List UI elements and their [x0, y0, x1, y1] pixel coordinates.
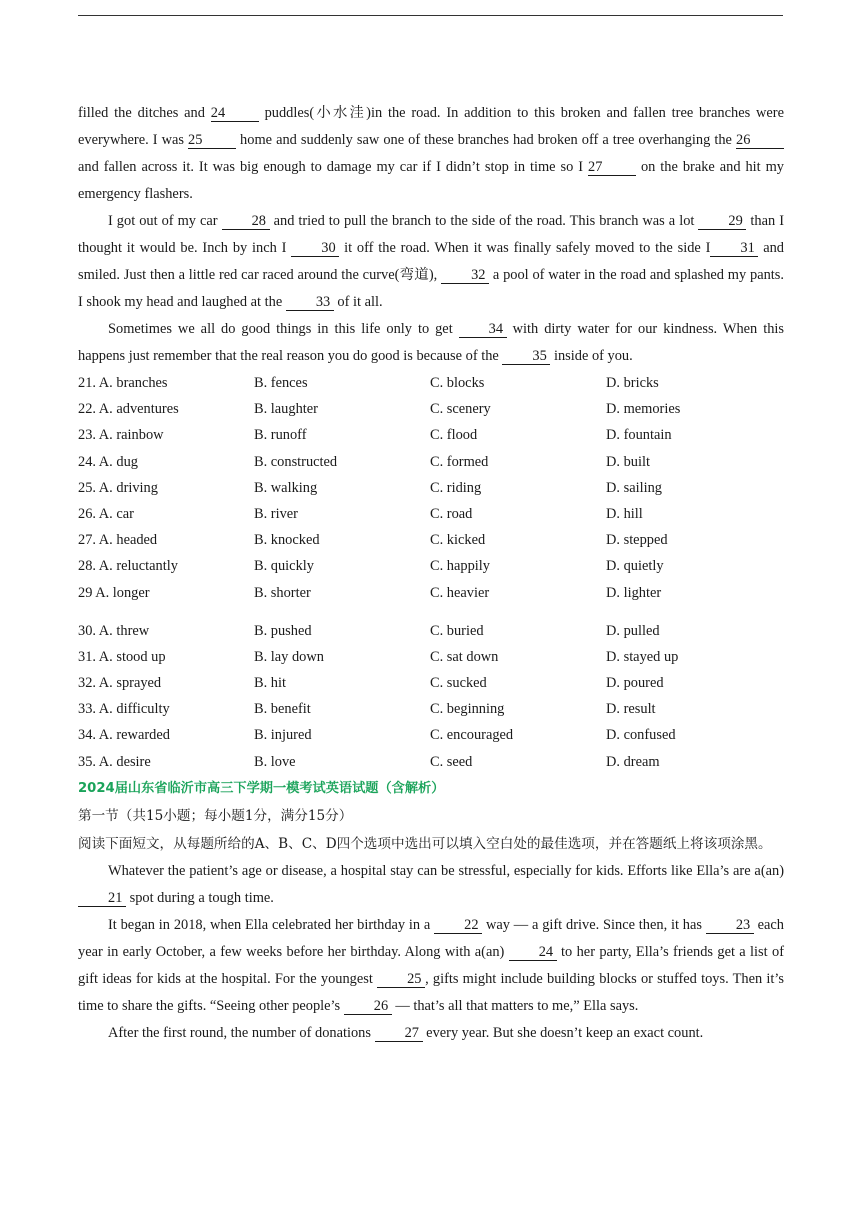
header-rule — [78, 15, 783, 16]
blank-27: 27 — [588, 160, 636, 176]
option-choice: 25. A. driving — [78, 479, 158, 496]
blank-35: 35 — [502, 349, 550, 365]
option-choice: D. stepped — [606, 532, 668, 549]
passage1-paragraph-2 — [78, 208, 784, 316]
text: inside of you. — [550, 348, 633, 364]
option-choice: D. memories — [606, 401, 681, 418]
text: Whatever the patient’s age or disease, a hospital stay can be stressful, especially for kids. Efforts like Ella’s are a(an) — [108, 862, 784, 879]
text: every year. But she doesn’t keep an exact count. — [422, 1024, 704, 1041]
text: spot during a tough time. — [126, 889, 274, 906]
option-choice: 22. A. adventures — [78, 401, 179, 418]
option-choice: 26. A. car — [78, 505, 134, 522]
blank-23: 23 — [706, 918, 754, 934]
blank-22: 22 — [434, 918, 482, 934]
option-choice: C. happily — [430, 558, 490, 575]
option-choice: D. poured — [606, 675, 664, 692]
option-choice: B. lay down — [254, 648, 324, 665]
option-choice: 32. A. sprayed — [78, 675, 162, 692]
text: way — a gift drive. Since then, it has — [482, 916, 706, 933]
blank-21: 21 — [78, 891, 126, 907]
option-choice: B. hit — [254, 675, 286, 692]
blank-29: 29 — [698, 214, 746, 230]
option-choice: 29 A. longer — [78, 584, 150, 601]
option-choice: B. laughter — [254, 401, 318, 418]
exam-title: 2024届山东省临沂市高三下学期一模考试英语试题（含解析） — [78, 780, 445, 796]
option-choice: C. road — [430, 505, 473, 522]
passage1-paragraph-1 — [78, 100, 784, 208]
option-choice: D. built — [606, 453, 650, 470]
passage1-paragraph-3 — [78, 316, 784, 370]
option-row — [78, 618, 784, 644]
section-subtitle: 第一节（共15小题；每小题1分，满分15分） — [78, 807, 353, 824]
option-choice: B. runoff — [254, 427, 307, 444]
blank-26: 26 — [736, 133, 784, 149]
option-choice: C. kicked — [430, 532, 486, 549]
option-row — [78, 422, 784, 448]
option-choice: D. result — [606, 701, 656, 718]
option-choice: 31. A. stood up — [78, 648, 166, 665]
text: , gifts might include building blocks or stuffed toys. Then it’s time to share the gifts. “Seeing other people’s — [78, 970, 784, 1014]
passage2-paragraph-3 — [78, 1020, 784, 1047]
option-row — [78, 749, 784, 775]
blank-33: 33 — [286, 295, 334, 311]
option-choice: B. walking — [254, 479, 318, 496]
option-row — [78, 370, 784, 396]
option-choice: B. pushed — [254, 622, 312, 639]
option-choice: 33. A. difficulty — [78, 701, 170, 718]
option-choice: 23. A. rainbow — [78, 427, 164, 444]
option-choice: B. shorter — [254, 584, 311, 601]
option-choice: B. river — [254, 505, 298, 522]
option-choice: B. quickly — [254, 558, 314, 575]
option-choice: B. fences — [254, 375, 308, 391]
text: a pool of water in the road and splashed my pants. I shook my head and laughed at the — [78, 267, 784, 310]
text: I got out of my car — [108, 213, 222, 229]
option-choice: D. confused — [606, 727, 676, 744]
text: It began in 2018, when Ella celebrated her birthday in a — [108, 916, 435, 933]
text: on the brake and hit my emergency flashers. — [78, 159, 784, 202]
text: and fallen across it. It was big enough to damage my car if I didn’t stop in time so I — [78, 159, 588, 175]
option-choice: D. pulled — [606, 622, 660, 639]
blank-27: 27 — [375, 1026, 423, 1042]
text: — that’s all that matters to me,” Ella says. — [391, 997, 639, 1014]
blank-31: 31 — [710, 241, 758, 257]
option-choice: D. quietly — [606, 558, 664, 575]
passage2-paragraph-1 — [78, 858, 784, 912]
answer-options — [78, 370, 784, 775]
option-choice: D. fountain — [606, 427, 672, 444]
option-choice: B. benefit — [254, 701, 311, 718]
blank-30: 30 — [291, 241, 339, 257]
text: Sometimes we all do good things in this life only to get — [108, 321, 459, 337]
blank-24: 24 — [509, 945, 557, 961]
option-choice: 28. A. reluctantly — [78, 558, 178, 575]
option-row — [78, 670, 784, 696]
document-page — [78, 100, 784, 1047]
option-choice: 35. A. desire — [78, 753, 151, 770]
option-row — [78, 501, 784, 527]
option-choice: C. scenery — [430, 401, 491, 418]
option-choice: 27. A. headed — [78, 532, 158, 549]
option-choice: D. lighter — [606, 584, 662, 601]
option-choice: C. flood — [430, 427, 478, 444]
text: and tried to pull the branch to the side of the road. This branch was a lot — [269, 213, 699, 229]
option-choice: 24. A. dug — [78, 453, 138, 470]
text: puddles(小水洼)in the road. In addition to this broken and fallen tree branches were everywhere. I was — [78, 105, 784, 148]
text: it off the road. When it was finally safely moved to the side I — [339, 240, 711, 256]
option-choice: B. constructed — [254, 453, 338, 470]
option-choice: D. dream — [606, 753, 660, 770]
option-row — [78, 553, 784, 579]
section-instruction: 阅读下面短文，从每题所给的A、B、C、D四个选项中选出可以填入空白处的最佳选项，并在答题纸上将该项涂黑。 — [78, 835, 772, 852]
blank-25: 25 — [377, 972, 425, 988]
option-choice: C. formed — [430, 453, 489, 470]
option-choice: C. encouraged — [430, 727, 514, 744]
option-choice: C. blocks — [430, 375, 485, 391]
option-choice: C. sat down — [430, 648, 499, 665]
option-choice: C. riding — [430, 479, 482, 496]
text: each year in early October, a few weeks before her birthday. Along with a(an) — [78, 916, 784, 960]
text: than I thought it would be. Inch by inch I — [78, 213, 784, 256]
option-row — [78, 475, 784, 501]
blank-34: 34 — [459, 322, 507, 338]
option-choice: D. hill — [606, 505, 643, 522]
text: of it all. — [333, 294, 383, 310]
blank-28: 28 — [222, 214, 270, 230]
option-row — [78, 722, 784, 748]
text: and smiled. Just then a little red car raced around the curve(弯道), — [78, 240, 784, 283]
text: with dirty water for our kindness. When this happens just remember that the real reason you do good is because of the — [78, 321, 784, 364]
text: home and suddenly saw one of these branches had broken off a tree overhanging the — [236, 132, 736, 148]
option-choice: B. injured — [254, 727, 312, 744]
option-row — [78, 527, 784, 553]
option-choice: D. sailing — [606, 479, 662, 496]
option-choice: C. beginning — [430, 701, 505, 718]
option-choice: B. love — [254, 753, 296, 770]
option-choice: 21. A. branches — [78, 375, 168, 391]
option-choice: 34. A. rewarded — [78, 727, 170, 744]
option-row — [78, 580, 784, 606]
blank-32: 32 — [441, 268, 489, 284]
option-row — [78, 396, 784, 422]
option-choice: 30. A. threw — [78, 622, 150, 639]
option-choice: C. sucked — [430, 675, 487, 692]
option-choice: D. bricks — [606, 375, 659, 391]
text: After the first round, the number of donations — [108, 1024, 375, 1041]
blank-24: 24 — [211, 106, 259, 122]
blank-26: 26 — [344, 999, 392, 1015]
passage2-paragraph-2 — [78, 912, 784, 1020]
option-choice: C. seed — [430, 753, 473, 770]
option-row — [78, 449, 784, 475]
option-choice: B. knocked — [254, 532, 320, 549]
option-choice: C. buried — [430, 622, 484, 639]
blank-25: 25 — [188, 133, 236, 149]
text: to her party, Ella’s friends get a list of gift ideas for kids at the hospital. For the youngest — [78, 943, 784, 987]
option-choice: C. heavier — [430, 584, 490, 601]
text: filled the ditches and — [78, 105, 211, 121]
option-choice: D. stayed up — [606, 648, 679, 665]
option-row — [78, 696, 784, 722]
option-row — [78, 644, 784, 670]
